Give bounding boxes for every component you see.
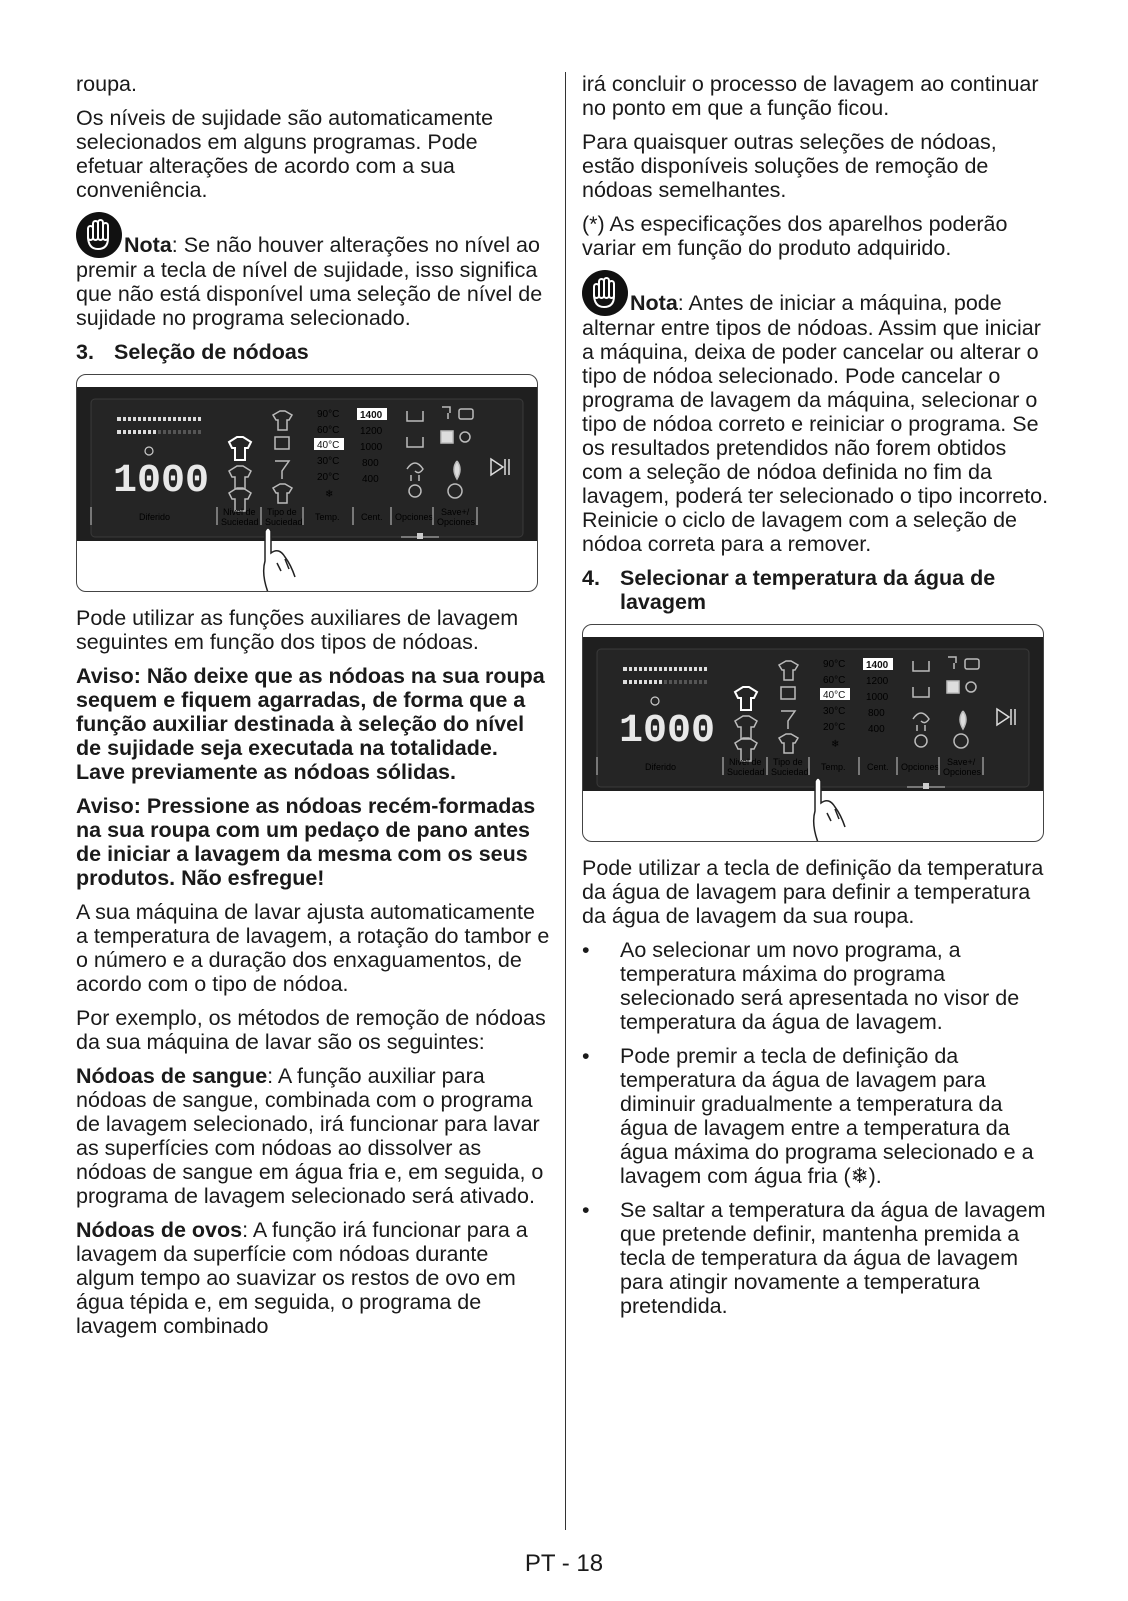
paragraph: Os níveis de sujidade são automaticamente selecionados em alguns programas. Pode efetuar alterações de acordo com a sua conveniência. bbox=[76, 106, 494, 202]
column-divider bbox=[565, 72, 566, 1530]
digital-display: 1000 bbox=[113, 459, 210, 504]
svg-text:1000: 1000 bbox=[360, 442, 383, 453]
digital-display: 1000 bbox=[619, 709, 716, 754]
svg-text:Opciones: Opciones bbox=[943, 767, 982, 777]
svg-text:Nivel de: Nivel de bbox=[223, 507, 256, 517]
svg-text:Opciones: Opciones bbox=[901, 762, 940, 772]
hand-stop-icon bbox=[76, 212, 122, 258]
svg-text:Cent.: Cent. bbox=[867, 762, 889, 772]
svg-text:400: 400 bbox=[868, 724, 885, 735]
term: Nódoas de sangue bbox=[76, 1064, 268, 1088]
panel-drawing bbox=[77, 375, 537, 591]
paragraph: irá concluir o processo de lavagem ao continuar no ponto em que a função ficou. bbox=[582, 72, 1039, 120]
warning: Aviso: Pressione as nódoas recém-formadas na sua roupa com um pedaço de pano antes de iniciar a lavagem da mesma com os seus produtos. Não esfregue! bbox=[76, 794, 536, 890]
note-label: Nota bbox=[630, 291, 678, 315]
svg-text:Diferido: Diferido bbox=[139, 512, 171, 522]
svg-text:60°C: 60°C bbox=[317, 425, 340, 436]
paragraph: Nódoas de ovos: A função irá funcionar para a lavagem da superfície com nódoas durante algum tempo ao suavizar os restos de ovo em água tépida e, em seguida, o programa de lavagem combinado bbox=[76, 1218, 528, 1338]
svg-text:Suciedad: Suciedad bbox=[265, 517, 303, 527]
svg-text:30°C: 30°C bbox=[317, 456, 340, 467]
svg-text:❄: ❄ bbox=[325, 489, 334, 500]
note bbox=[582, 270, 1052, 556]
svg-text:Cent.: Cent. bbox=[361, 512, 383, 522]
section-heading-3: 3. Seleção de nódoas bbox=[76, 340, 309, 364]
svg-text:❄: ❄ bbox=[831, 739, 840, 750]
panel-drawing bbox=[583, 625, 1043, 841]
svg-text:1400: 1400 bbox=[866, 660, 889, 671]
svg-text:Temp.: Temp. bbox=[821, 762, 846, 772]
svg-text:1200: 1200 bbox=[866, 676, 889, 687]
paragraph: roupa. bbox=[76, 72, 137, 96]
svg-text:Nivel de: Nivel de bbox=[729, 757, 762, 767]
paragraph: Para quaisquer outras seleções de nódoas, estão disponíveis soluções de remoção de nódoas semelhantes. bbox=[582, 130, 997, 202]
svg-text:1000: 1000 bbox=[866, 692, 889, 703]
note bbox=[76, 212, 550, 330]
svg-text:20°C: 20°C bbox=[317, 472, 340, 483]
svg-text:1200: 1200 bbox=[360, 426, 383, 437]
svg-text:Save+/: Save+/ bbox=[441, 507, 470, 517]
bullet-list bbox=[582, 938, 1052, 1318]
svg-text:800: 800 bbox=[868, 708, 885, 719]
svg-text:1400: 1400 bbox=[360, 410, 383, 421]
list-item: • Se saltar a temperatura da água de lavagem que pretende definir, mantenha premida a tecla de temperatura da água de lavagem para atingir novamente a temperatura pretendida. bbox=[582, 1198, 1052, 1318]
warning: Aviso: Não deixe que as nódoas na sua roupa sequem e fiquem agarradas, de forma que a função auxiliar destinada à seleção do nível de sujidade seja executada na totalidade. Lave previamente as nódoas sólidas. bbox=[76, 664, 545, 784]
term: Nódoas de ovos bbox=[76, 1218, 243, 1242]
svg-text:Temp.: Temp. bbox=[315, 512, 340, 522]
svg-text:400: 400 bbox=[362, 474, 379, 485]
svg-text:800: 800 bbox=[362, 458, 379, 469]
svg-text:90°C: 90°C bbox=[823, 659, 846, 670]
svg-text:90°C: 90°C bbox=[317, 409, 340, 420]
note-label: Nota bbox=[124, 233, 172, 257]
paragraph: Pode utilizar a tecla de definição da temperatura da água de lavagem para definir a temperatura da água de lavagem da sua roupa. bbox=[582, 856, 1044, 928]
paragraph: (*) As especificações dos aparelhos poderão variar em função do produto adquirido. bbox=[582, 212, 1008, 260]
paragraph: Pode utilizar as funções auxiliares de lavagem seguintes em função dos tipos de nódoas. bbox=[76, 606, 519, 654]
paragraph: Por exemplo, os métodos de remoção de nódoas da sua máquina de lavar são os seguintes: bbox=[76, 1006, 546, 1054]
hand-stop-icon bbox=[582, 270, 628, 316]
svg-text:Opciones: Opciones bbox=[395, 512, 434, 522]
left-column bbox=[76, 72, 550, 1348]
svg-text:40°C: 40°C bbox=[823, 690, 846, 701]
svg-text:20°C: 20°C bbox=[823, 722, 846, 733]
section-heading-4: 4. Selecionar a temperatura da água de lavagem bbox=[582, 566, 996, 614]
svg-text:Suciedad: Suciedad bbox=[771, 767, 809, 777]
svg-text:Suciedad: Suciedad bbox=[221, 517, 259, 527]
note-text: : Antes de iniciar a máquina, pode alternar entre tipos de nódoas. Assim que iniciar a máquina, deixa de poder cancelar ou alterar o tipo de nódoa selecionado. Pode cancelar o programa de lavagem da máquina, selecionar o tipo de nódoa correto e reiniciar o programa. Se os resultados pretendidos não forem obtidos com a seleção de nódoa definida no fim da lavagem, poderá ter selecionado o tipo incorreto. Reinicie o ciclo de lavagem com a seleção de nódoa correta para a remover. bbox=[582, 291, 1049, 556]
svg-text:Suciedad: Suciedad bbox=[727, 767, 765, 777]
control-panel-illustration bbox=[582, 624, 1044, 842]
list-item: • Pode premir a tecla de definição da temperatura da água de lavagem para diminuir gradualmente a temperatura da água de lavagem entre a temperatura da água máxima do programa selecionado e a lavagem com água fria (❄). bbox=[582, 1044, 1052, 1188]
svg-text:60°C: 60°C bbox=[823, 675, 846, 686]
list-item: • Ao selecionar um novo programa, a temperatura máxima do programa selecionado será apresentada no visor de temperatura da água de lavagem. bbox=[582, 938, 1052, 1034]
svg-text:Opciones: Opciones bbox=[437, 517, 476, 527]
right-column bbox=[582, 72, 1052, 1328]
svg-text:Tipo de: Tipo de bbox=[267, 507, 297, 517]
svg-text:40°C: 40°C bbox=[317, 440, 340, 451]
svg-text:30°C: 30°C bbox=[823, 706, 846, 717]
control-panel-illustration bbox=[76, 374, 538, 592]
paragraph: Nódoas de sangue: A função auxiliar para nódoas de sangue, combinada com o programa de lavagem selecionado, irá funcionar para lavar as superfícies com nódoas ao dissolver as nódoas de sangue em água fria e, em seguida, o programa de lavagem selecionado será ativado. bbox=[76, 1064, 544, 1208]
page-number: PT - 18 bbox=[524, 1550, 604, 1577]
paragraph: A sua máquina de lavar ajusta automaticamente a temperatura de lavagem, a rotação do tambor e o número e a duração dos enxaguamentos, de acordo com o tipo de nódoa. bbox=[76, 900, 550, 996]
svg-text:Tipo de: Tipo de bbox=[773, 757, 803, 767]
svg-text:Save+/: Save+/ bbox=[947, 757, 976, 767]
svg-text:Diferido: Diferido bbox=[645, 762, 677, 772]
note-text: : Se não houver alterações no nível ao premir a tecla de nível de sujidade, isso significa que não está disponível uma seleção de nível de sujidade no programa selecionado. bbox=[76, 233, 543, 330]
